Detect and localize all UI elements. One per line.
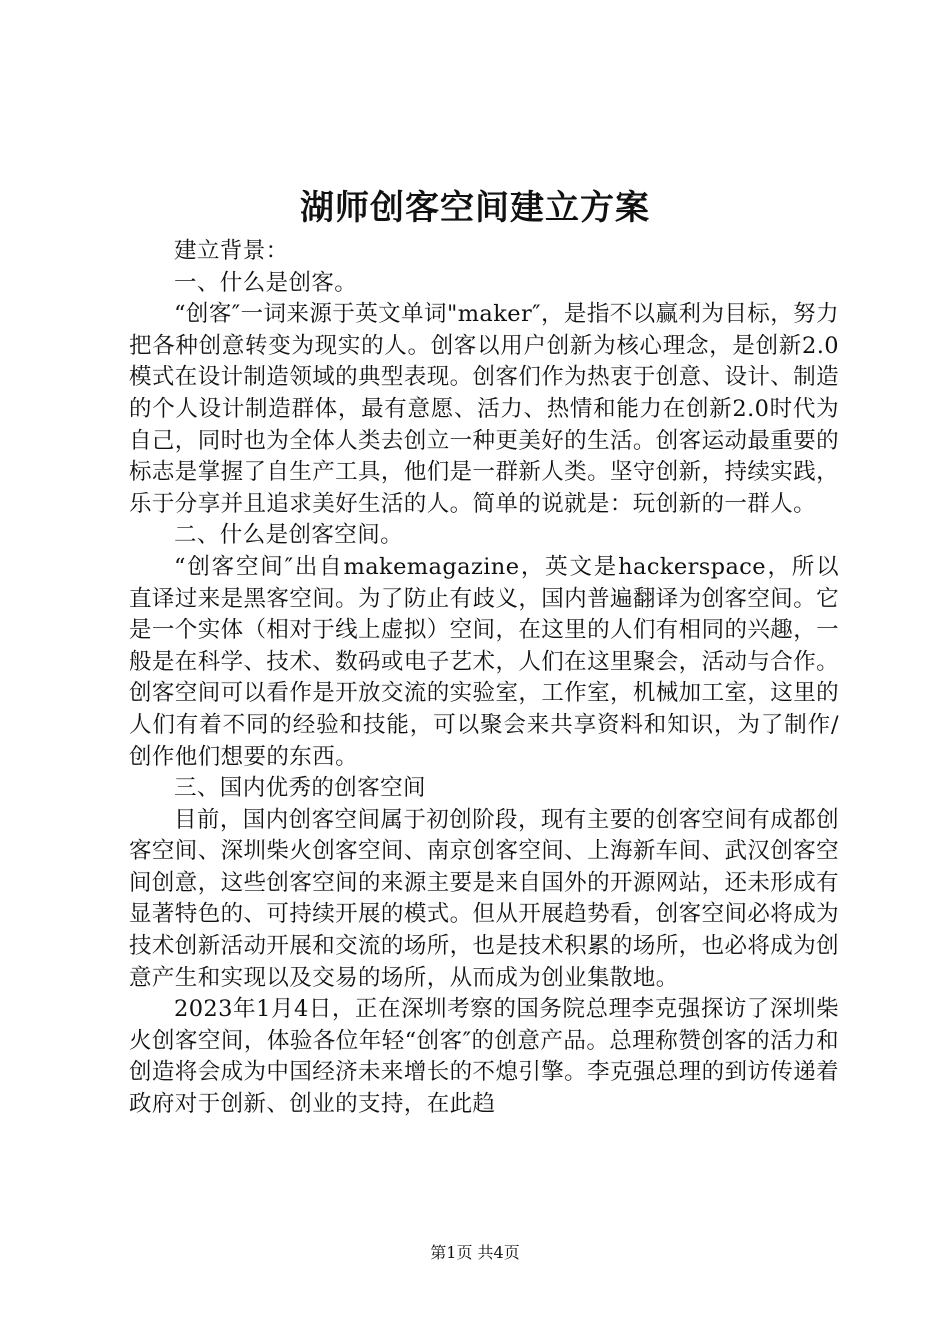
page-footer: 第1页 共4页 bbox=[430, 1243, 520, 1262]
section-heading-what-is-makerspace: 二、什么是创客空间。 bbox=[174, 522, 404, 549]
paragraph-premier-visit: 2023年1月4日，正在深圳考察的国务院总理李克强探访了深圳柴火创客空间，体验各位年轻“创客″的创意产品。总理称赞创客的活力和创造将会成为中国经济未来增长的不熄引擎。李克强总理的到访传递着政府对于创新、创业的支持，在此趋 bbox=[129, 996, 839, 1118]
section-heading-domestic-makerspaces: 三、国内优秀的创客空间 bbox=[174, 775, 426, 802]
paragraph-maker-definition: “创客″一词来源于英文单词"maker″，是指不以赢利为目标，努力把各种创意转变为现实的人。创客以用户创新为核心理念，是创新2.0模式在设计制造领域的典型表现。创客们作为热衷于创意、设计、制造的个人设计制造群体，最有意愿、活力、热情和能力在创新2.0时代为自己，同时也为全体人类去创立一种更美好的生活。创客运动最重要的标志是掌握了自生产工具，他们是一群新人类。坚守创新，持续实践，乐于分享并且追求美好生活的人。简单的说就是：玩创新的一群人。 bbox=[129, 301, 839, 517]
paragraph-background-heading: 建立背景： bbox=[174, 238, 289, 264]
paragraph-domestic-makerspaces: 目前，国内创客空间属于初创阶段，现有主要的创客空间有成都创客空间、深圳柴火创客空间、南京创客空间、上海新车间、武汉创客空间创意，这些创客空间的来源主要是来自国外的开源网站，还未形成有显著特色的、可持续开展的模式。但从开展趋势看，创客空间必将成为技术创新活动开展和交流的场所，也是技术积累的场所，也必将成为创意产生和实现以及交易的场所，从而成为创业集散地。 bbox=[129, 806, 839, 991]
paragraph-makerspace-definition: “创客空间″出自makemagazine，英文是hackerspace，所以直译过来是黑客空间。为了防止有歧义，国内普遍翻译为创客空间。它是一个实体（相对于线上虚拟）空间，在这里的人们有相同的兴趣，一般是在科学、技术、数码或电子艺术，人们在这里聚会，活动与合作。创客空间可以看作是开放交流的实验室，工作室，机械加工室，这里的人们有着不同的经验和技能，可以聚会来共享资料和知识，为了制作/创作他们想要的东西。 bbox=[129, 553, 839, 770]
section-heading-what-is-maker: 一、什么是创客。 bbox=[174, 269, 358, 296]
document-title: 湖师创客空间建立方案 bbox=[300, 188, 650, 228]
document-body bbox=[129, 236, 839, 1121]
